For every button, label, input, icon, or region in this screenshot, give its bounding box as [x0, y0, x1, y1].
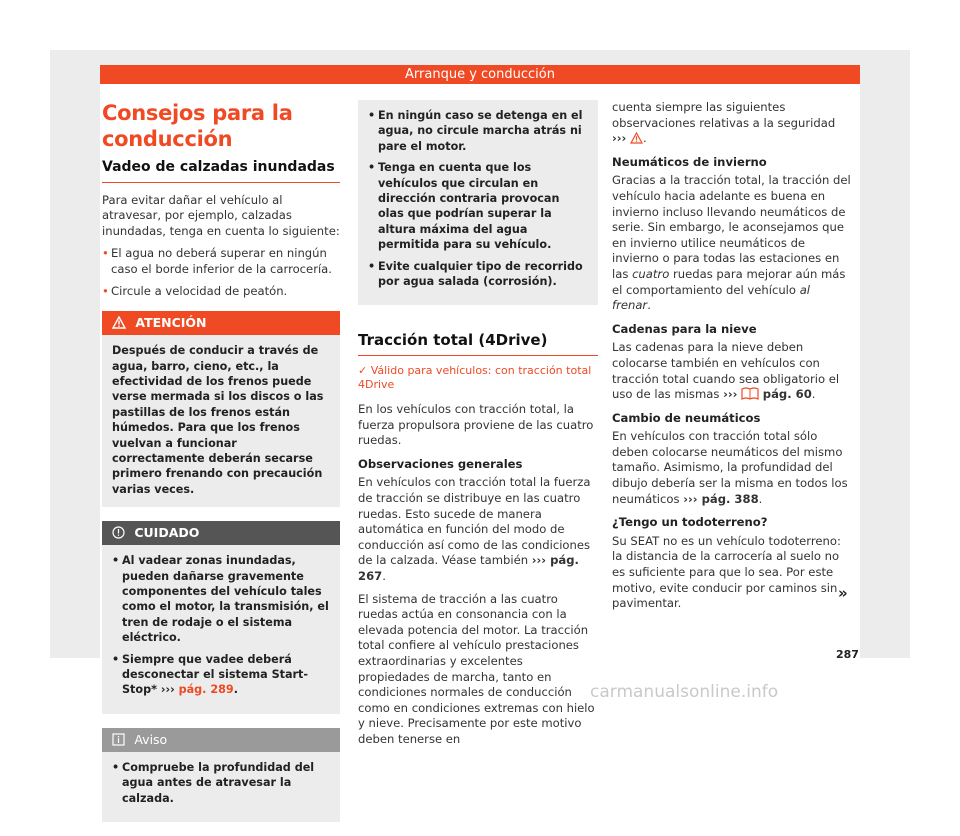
- paragraph: Gracias a la tracción total, la tracción del vehículo hacia adelante es buena en invierno incluso llevando neumáticos de serie. Sin embargo, le aconsejamos que en invierno utilice neumáticos de invierno o para todas las estaciones en las cuatro ruedas para mejorar aún más el comportamiento del vehículo al frenar.: [612, 173, 851, 313]
- section-heading-4drive: Tracción total (4Drive): [358, 333, 598, 356]
- column-2: [358, 100, 598, 755]
- warning-box: [102, 311, 340, 507]
- page-title: Consejos para la conducción: [102, 101, 293, 151]
- bullet-icon: •: [368, 259, 376, 273]
- caution-box: [102, 521, 340, 714]
- bullet-icon: •: [112, 554, 120, 568]
- subheading: Cadenas para la nieve: [612, 321, 757, 336]
- bullet-icon: •: [112, 652, 120, 666]
- bullet-icon: •: [102, 246, 109, 261]
- page-reference-link[interactable]: pág. 289: [178, 683, 234, 697]
- caution-header: CUIDADO: [102, 521, 340, 545]
- section-banner: Arranque y conducción: [100, 65, 860, 84]
- warning-box-continued: [358, 100, 598, 305]
- paragraph: En los vehículos con tracción total, la fuerza propulsora proviene de las cuatro ruedas.: [358, 402, 594, 448]
- watermark: carmanualsonline.info: [590, 682, 779, 702]
- subheading: Neumáticos de invierno: [612, 154, 767, 169]
- paragraph: El sistema de tracción a las cuatro ruedas actúa en consonancia con la elevada potencia del motor. La tracción total confiere al vehículo prestaciones extraordinarias y excelentes propiedades de marcha, tanto en condiciones normales de conducción como en condiciones extremas con hielo y nieve. Precisamente por este motivo deben tenerse en: [358, 591, 595, 746]
- warning-text: Después de conducir a través de agua, barro, cieno, etc., la efectividad de los frenos puede verse mermada si los discos o las pastillas de los frenos están húmedos. Para que los frenos vuelvan a funcionar correctamente deberán secarse primero frenando con precaución varias veces.: [112, 344, 324, 496]
- bullet-icon: •: [112, 760, 120, 774]
- column-1: [102, 100, 340, 836]
- list-item: • Tenga en cuenta que los vehículos que circulan en dirección contraria provocan olas que podrían superar la altura máxima del agua permitida para su vehículo.: [368, 161, 560, 252]
- note-header: Aviso: [102, 728, 340, 752]
- column-3: [612, 100, 852, 619]
- book-icon: [741, 387, 759, 400]
- warning-triangle-icon: [112, 316, 126, 329]
- subheading: ¿Tengo un todoterreno?: [612, 515, 768, 530]
- bullet-icon: •: [368, 109, 376, 122]
- page-reference-link[interactable]: ››› pág. 267: [358, 553, 579, 583]
- list-item: • El agua no deberá superar en ningún caso el borde inferior de la carrocería.: [102, 246, 332, 276]
- subheading: Cambio de neumáticos: [612, 410, 761, 425]
- list-item: • Compruebe la profundidad del agua antes de atravesar la calzada.: [112, 760, 315, 805]
- info-circle-icon: [112, 526, 125, 539]
- bullet-icon: •: [368, 161, 376, 175]
- continue-mark: »: [838, 584, 848, 602]
- list-item: • Circule a velocidad de peatón.: [102, 283, 288, 298]
- paragraph: Su SEAT no es un vehículo todoterreno: la distancia de la carrocería al suelo no es suficiente para que lo sea. Por este motivo, evite conducir por caminos sin pavimentar.: [612, 533, 841, 611]
- warning-triangle-icon: [630, 132, 643, 144]
- subheading: Observaciones generales: [358, 456, 523, 471]
- list-item: • Al vadear zonas inundadas, pueden dañarse gravemente componentes del vehículo tales como el motor, la transmisión, el tren de rodaje o el sistema eléctrico.: [112, 554, 329, 645]
- paragraph: En vehículos con tracción total la fuerza de tracción se distribuye en las cuatro ruedas. Esto sucede de manera automática en función del modo de conducción así como de las condiciones de la calzada. Véase también ››› pág. 267.: [358, 475, 591, 583]
- bullet-icon: •: [102, 283, 109, 298]
- list-item: • Siempre que vadee deberá desconectar el sistema Start-Stop* ››› pág. 289.: [112, 652, 309, 697]
- page-reference-link[interactable]: ››› pág. 388: [683, 491, 759, 506]
- intro-paragraph: Para evitar dañar el vehículo al atravesar, por ejemplo, calzadas inundadas, tenga en cuenta lo siguiente:: [102, 192, 340, 238]
- paragraph: En vehículos con tracción total sólo deben colocarse neumáticos del mismo tamaño. Asimismo, la profundidad del dibujo debería ser la misma en todos los neumáticos ››› pág. 388.: [612, 429, 848, 506]
- section-heading-flooded-roads: Vadeo de calzadas inundadas: [102, 160, 340, 183]
- page-number: 287: [836, 648, 859, 661]
- info-square-icon: [112, 733, 125, 746]
- paragraph: cuenta siempre las siguientes observaciones relativas a la seguridad ››› .: [612, 100, 836, 146]
- warning-header: ATENCIÓN: [102, 311, 340, 335]
- list-item: • En ningún caso se detenga en el agua, no circule marcha atrás ni pare el motor.: [368, 109, 583, 153]
- page-reference-link[interactable]: pág. 60: [762, 387, 812, 402]
- list-item: • Evite cualquier tipo de recorrido por agua salada (corrosión).: [368, 259, 583, 289]
- note-box: [102, 728, 340, 822]
- paragraph: Las cadenas para la nieve deben colocarse también en vehículos con tracción total cuando sea obligatorio el uso de las mismas ››› pág. 60.: [612, 340, 840, 402]
- checkmark-icon: ✓: [358, 364, 371, 378]
- validity-note: ✓ Válido para vehículos: con tracción total 4Drive: [358, 364, 592, 392]
